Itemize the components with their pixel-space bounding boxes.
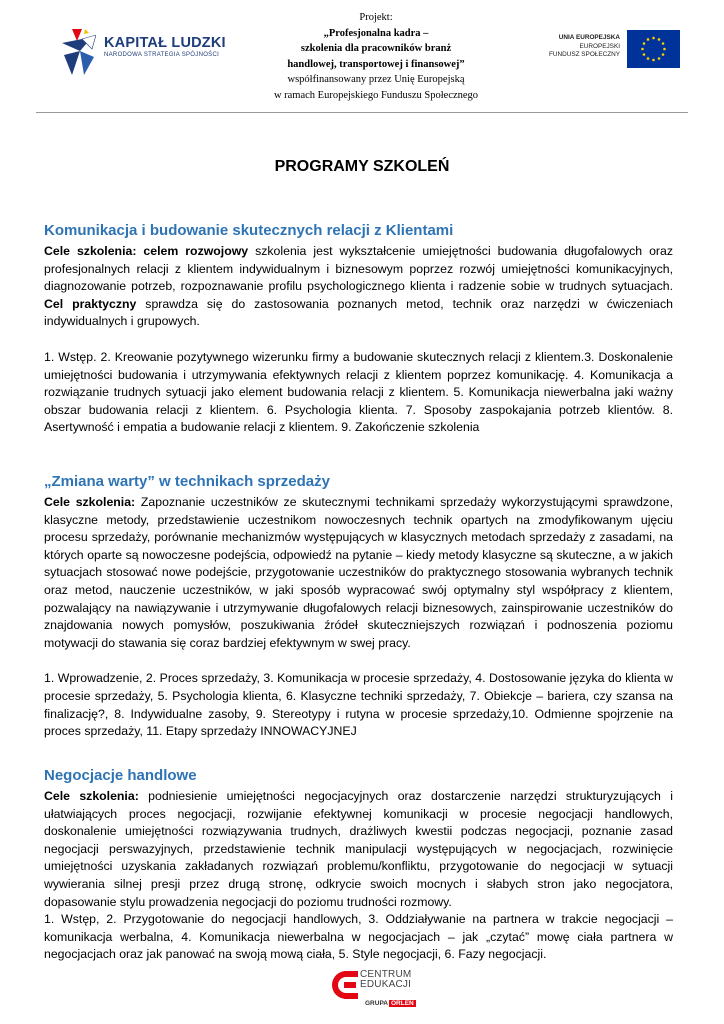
- project-name-line: handlowej, transportowej i finansowej”: [287, 58, 465, 70]
- goals-label: Cele szkolenia: celem rozwojowy: [44, 244, 249, 258]
- kapital-ludzki-title: KAPITAŁ LUDZKI: [104, 35, 226, 51]
- project-header: [236, 10, 516, 103]
- section-heading: Komunikacja i budowanie skutecznych relacji z Klientami: [44, 222, 454, 239]
- kapital-ludzki-subtitle: NARODOWA STRATEGIA SPÓJNOŚCI: [104, 52, 220, 58]
- kapital-ludzki-mark-icon: [62, 27, 96, 77]
- section-program: 1. Wprowadzenie, 2. Proces sprzedaży, 3. Komunikacja w procesie sprzedaży, 4. Dostosowanie języka do klienta w procesie sprzedaży, 5. Psychologia klienta, 6. Klasyczne techniki sprzedaży, 7. Obiekcje – bariera, czy szansa na finalizację?, 8. Indywidualne zasoby, 9. Stereotypy i rutyna w procesie sprzedaży,10. Odmienne spojrzenie na proces sprzedaży, 11. Etapy sprzedaży INNOWACYJNEJ: [44, 671, 673, 739]
- section-heading: Negocjacje handlowe: [44, 767, 197, 784]
- goals-text: szkolenia jest wykształcenie umiejętności budowania długofalowych oraz profesjonalnych relacji z klientem indywidualnym i biznesowym poprzez rozwój umiejętności komunikacyjnych, diagnozowanie potrzeb, rozpoznawanie profilu psychologicznego klienta i radzenie sobie w trudnych sytuacjach.: [44, 244, 673, 294]
- grupa-text: GRUPA: [365, 1000, 388, 1007]
- project-funding-line: współfinansowany przez Unię Europejską: [287, 74, 465, 85]
- eu-star-icon: [658, 38, 661, 41]
- section-negotiations: [44, 767, 673, 964]
- orlen-badge: ORLEN: [391, 1000, 414, 1007]
- centrum-line: CENTRUM: [360, 969, 412, 980]
- eu-star-icon: [663, 48, 666, 51]
- kapital-ludzki-logo: [62, 27, 232, 77]
- project-label: Projekt:: [359, 12, 393, 23]
- edukacji-line: EDUKACJI: [360, 979, 412, 990]
- page-title: PROGRAMY SZKOLEŃ: [274, 158, 450, 175]
- goals-label: Cele szkolenia:: [44, 495, 136, 509]
- project-funding-line: w ramach Europejskiego Funduszu Społecznego: [273, 89, 479, 101]
- eu-star-icon: [658, 57, 661, 60]
- project-name-line: szkolenia dla pracowników branż: [300, 43, 452, 54]
- centrum-edukacji-logo: [332, 969, 424, 1011]
- eu-star-icon: [643, 53, 646, 56]
- section-heading: „Zmiana warty” w technikach sprzedaży: [44, 473, 330, 490]
- section-goals: [44, 788, 673, 911]
- section-communication: [44, 222, 673, 437]
- kapital-ludzki-text: [104, 35, 226, 58]
- header-divider: [36, 112, 688, 113]
- eu-logo-text: [536, 34, 620, 60]
- eu-logo-line: FUNDUSZ SPOŁECZNY: [548, 51, 620, 59]
- eu-star-icon: [643, 42, 646, 45]
- eu-star-icon: [662, 42, 665, 45]
- centrum-edukacji-text: [360, 970, 411, 990]
- eu-star-icon: [647, 38, 650, 41]
- eu-logo-title: UNIA EUROPEJSKA: [558, 34, 620, 41]
- eu-flag-icon: [627, 30, 680, 68]
- goals-text: Zapoznanie uczestników ze skutecznymi technikami sprzedaży wykorzystującymi sprawdzone, klasyczne metody, przedstawienie uczestnikom nowoczesnych technik opartych na zmodyfikowanym ujęciu procesu sprzedaży, porównanie mechanizmów występujących w klasycznych metodach sprzedaży z zasadami, na których oparte są nowoczesne podejścia, odpowiedź na pytanie – kiedy metody klasyczne są skuteczne, a w jakich sytuacjach stosować nowe podejście, przygotowanie uczestników do praktycznego stosowania wybranych technik oraz metod, nauczenie uczestników, w jaki sposób wypracować swój optymalny styl współpracy z klientem, pozwalający na nawiązywanie i utrzymywanie długofalowych relacji biznesowych, zainspirowanie uczestników do znajdowania nowych pomysłów, poszukiwania źródeł skuteczniejszych rozwiązań i podnoszenia poziomu motywacji do stawania się coraz bardziej efektywnym w swej pracy.: [44, 495, 673, 650]
- goals-label: Cele szkolenia:: [44, 789, 139, 803]
- grupa-orlen-label: [365, 1000, 416, 1007]
- section-goals: [44, 494, 673, 652]
- eu-star-icon: [652, 59, 655, 62]
- section-program: 1. Wstęp, 2. Przygotowanie do negocjacji handlowych, 3. Oddziaływanie na partnera w trakcie negocjacji – komunikacja werbalna, 4. Komunikacja niewerbalna w negocjacjach – jak „czytać” mowę ciała partnera w negocjacjach oraz jak panować na swoją mową ciała, 5. Style negocjacji, 6. Fazy negocjacji.: [44, 912, 673, 962]
- goals-text: podniesienie umiejętności negocjacyjnych oraz dostarczenie narzędzi strukturyzujących i ułatwiających proces negocjacji, rozwijanie efektywnej komunikacji w procesie negocjacji handlowych, doskonalenie umiejętności rozwiązywania trudnych, drażliwych kwestii podczas negocjacji, poznanie zasad negocjacji perswazyjnych, przedstawienie technik manipulacji występujących w negocjacjach, rozwinięcie umiejętności uzyskania zakładanych rozwiązań problemu/konfliktu, przygotowanie do negocjacji w sytuacji wywierania silnej presji przez drugą stronę, odkrycie swoich mocnych i słabych stron jako negocjatora, dopasowanie stylu prowadzenia negocjacji do poziomu trudności rozmowy.: [44, 789, 673, 909]
- section-sales-techniques: [44, 473, 673, 741]
- eu-star-icon: [662, 53, 665, 56]
- centrum-edukacji-mark-icon: [332, 971, 358, 999]
- eu-star-icon: [652, 37, 655, 40]
- goals-text: sprawdza się do zastosowania poznanych metod, technik oraz narzędzi w ćwiczeniach indywidualnych i grupowych.: [44, 296, 673, 329]
- goals-label: Cel praktyczny: [44, 296, 137, 311]
- project-name-line: „Profesjonalna kadra –: [323, 27, 429, 39]
- eu-logo-line: EUROPEJSKI: [579, 42, 620, 50]
- eu-star-icon: [647, 57, 650, 60]
- section-program: 1. Wstęp. 2. Kreowanie pozytywnego wizerunku firmy a budowanie skutecznych relacji z klientem.3. Doskonalenie umiejętności budowania i utrzymywania efektywnych relacji z klientem poprzez komunikację. 4. Komunikacja a rozwiązanie trudnych sytuacji jako element budowania relacji z klientem. 5. Komunikacja niewerbalna jaki ważny obszar budowania relacji z klientem. 6. Psychologia klienta. 7. Sposoby zaspokajania potrzeb klientów. 8. Asertywność i empatia a budowanie relacji z klientem. 9. Zakończenie szkolenia: [44, 349, 673, 435]
- eu-star-icon: [641, 48, 644, 51]
- section-goals: [44, 243, 673, 331]
